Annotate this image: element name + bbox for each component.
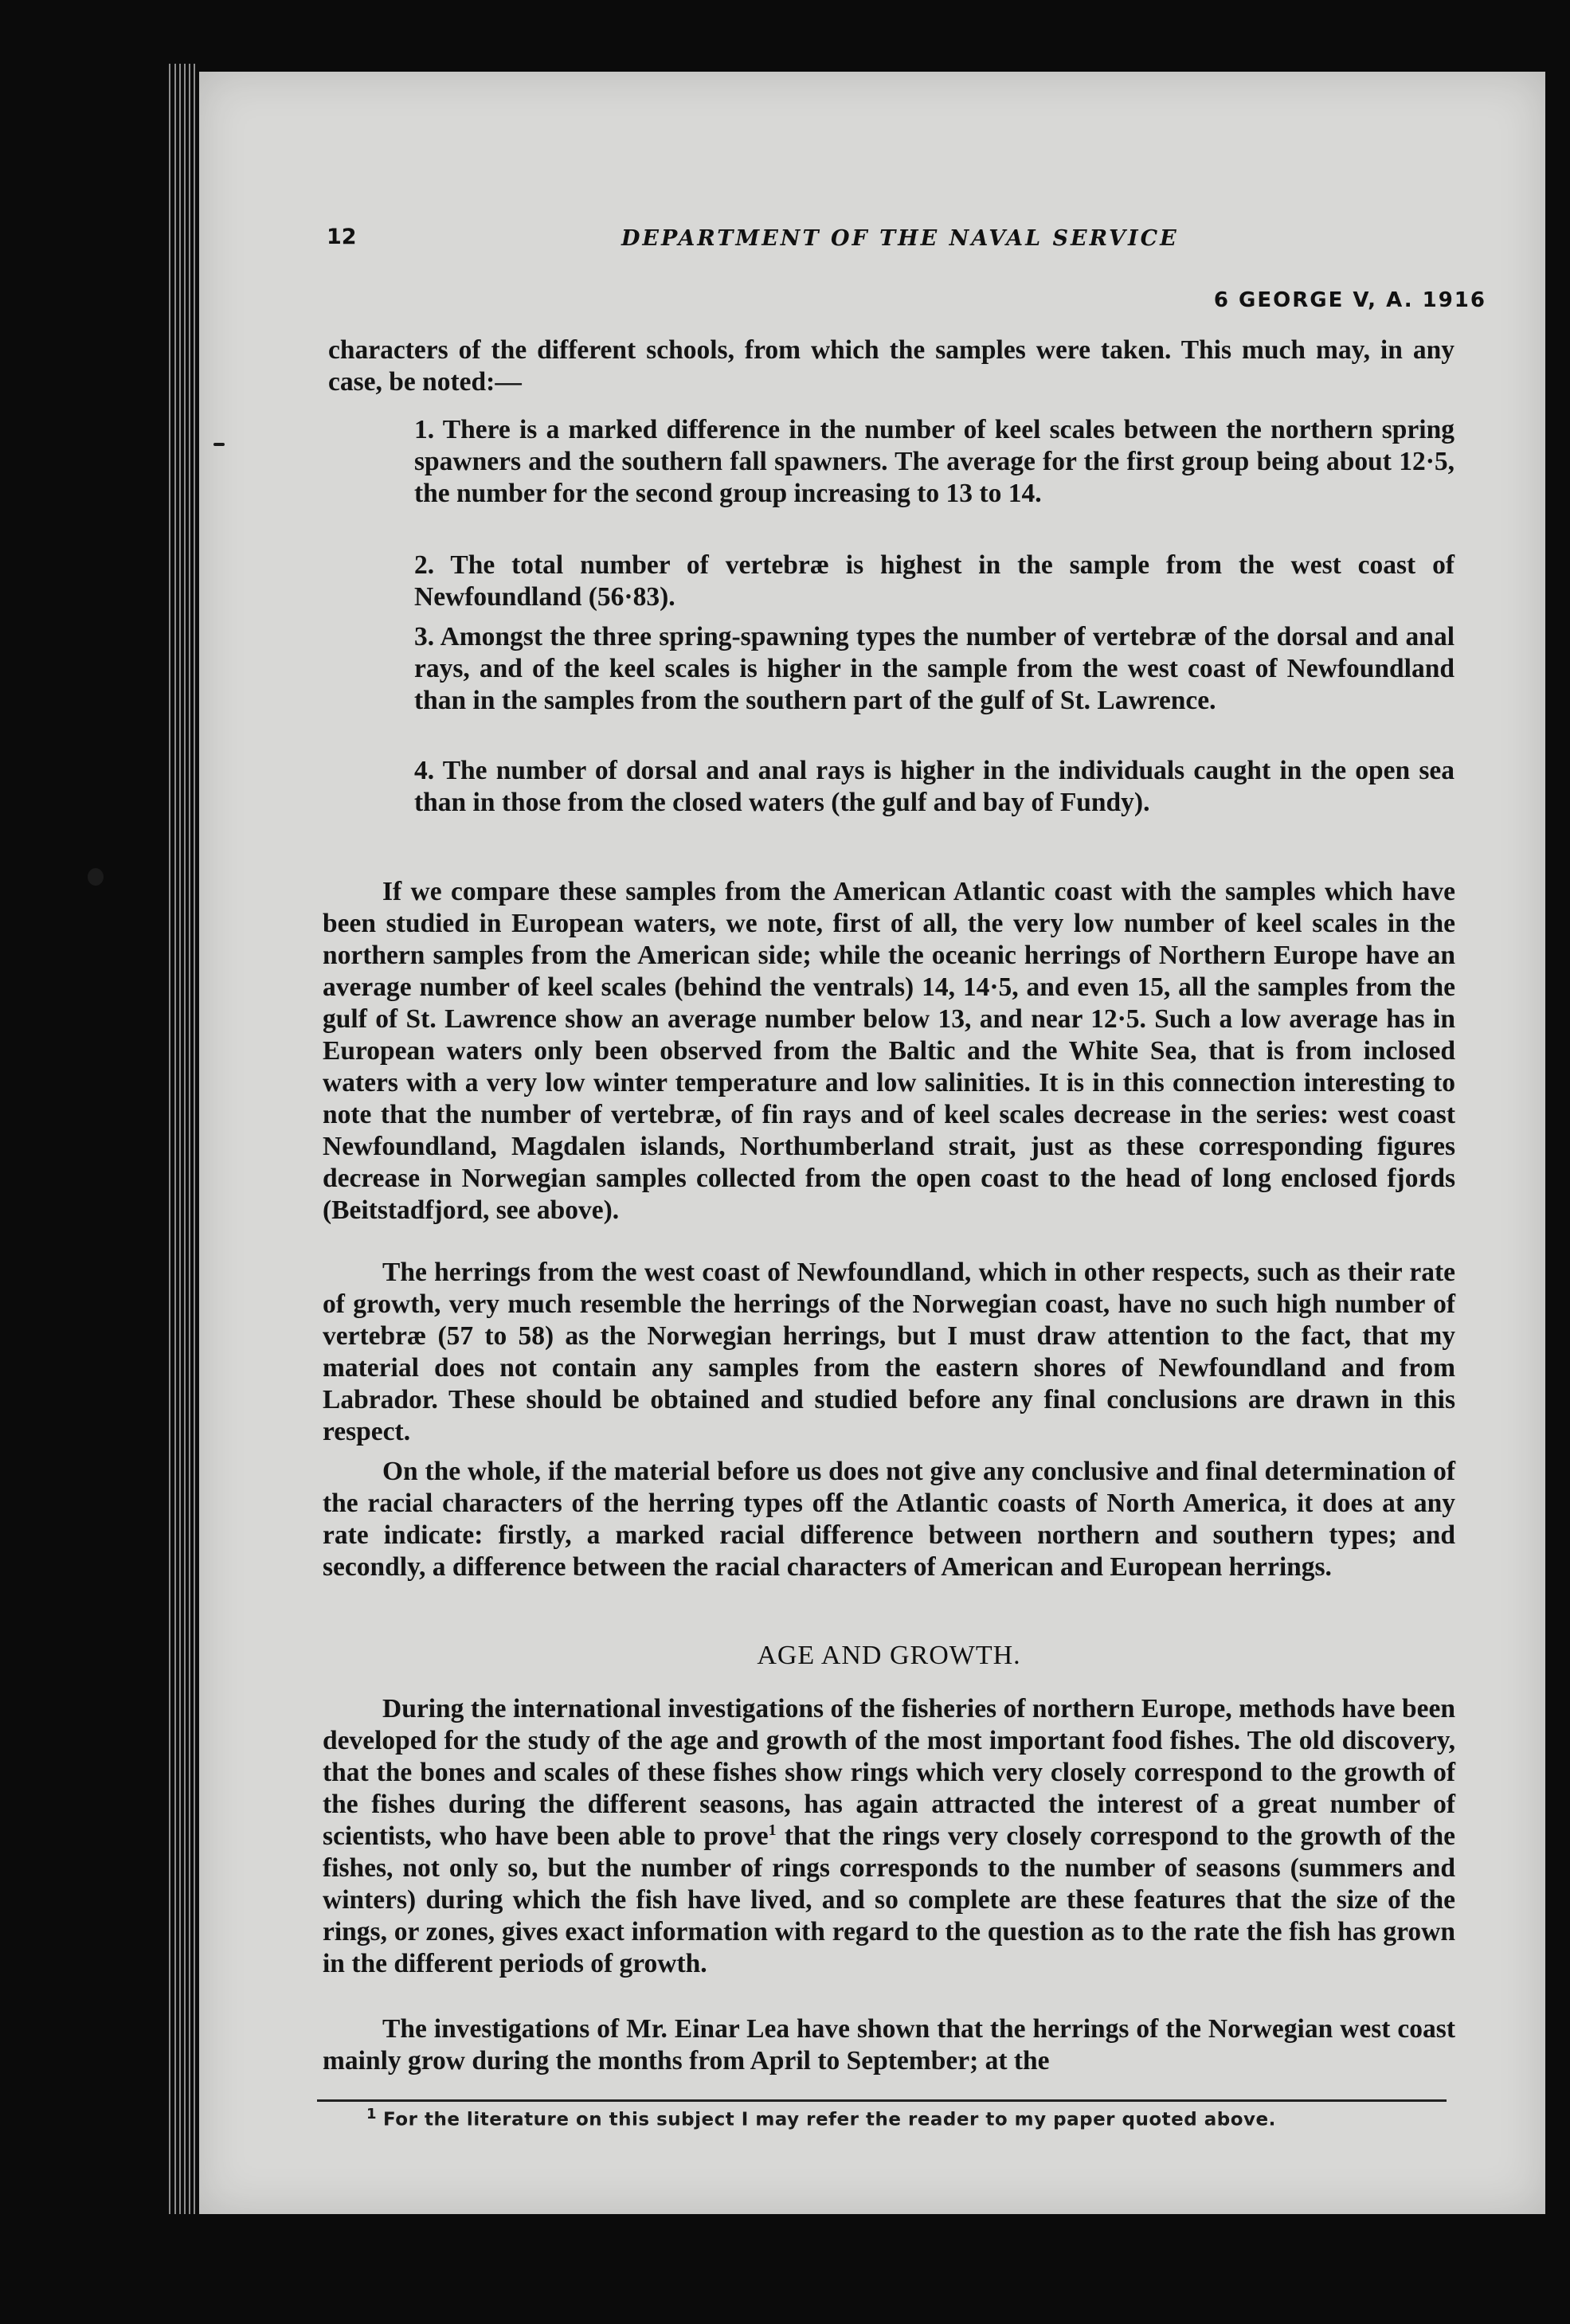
section-heading: AGE AND GROWTH.: [757, 1641, 1021, 1670]
paragraph: The investigations of Mr. Einar Lea have shown that the herrings of the Norwegian west coast mainly grow during the months from April to September; at the: [323, 2014, 1455, 2076]
paragraph: On the whole, if the material before us does not give any conclusive and final determination of the racial characters of the herring types off the Atlantic coasts of North America, it does at any rate indicate: firstly, a marked racial difference between northern and southern types; and secondly, a difference between the racial characters of American and European herrings.: [323, 1457, 1455, 1582]
list-item: 1. There is a marked difference in the number of keel scales between the northern spring spawners and the southern fall spawners. The average for the first group being about 12·5, the number for the second group increasing to 13 to 14.: [414, 415, 1455, 508]
list-item: 2. The total number of vertebræ is highest in the sample from the west coast of Newfoundland (56·83).: [414, 550, 1455, 612]
intro-paragraph: characters of the different schools, from which the samples were taken. This much may, in any case, be noted:—: [328, 335, 1455, 397]
paragraph: The herrings from the west coast of Newfoundland, which in other respects, such as their rate of growth, very much resemble the herrings of the Norwegian coast, have no such high number of vertebræ (57 to 58) as the Norwegian herrings, but I must draw attention to the fact, that my material does not contain any samples from the eastern shores of Newfoundland and from Labrador. These should be obtained and studied before any final conclusions are drawn in this respect.: [323, 1258, 1455, 1446]
footnote-rule: [317, 2099, 1447, 2102]
paragraph-text: that the rings very closely correspond to the growth of the fishes, not only so, but the number of rings corresponds to the number of seasons (summers and winters) during which the fish have lived, and so complete are these features that the size of the rings, or zones, gives exact information with regard to the question as to the rate the fish has grown in the different periods of growth.: [323, 1821, 1455, 1978]
list-item: 4. The number of dorsal and anal rays is higher in the individuals caught in the open sea than in those from the closed waters (the gulf and bay of Fundy).: [414, 756, 1455, 817]
footnote-reference: 1: [768, 1821, 777, 1839]
footnote-mark: 1: [366, 2106, 378, 2123]
running-title: DEPARTMENT OF THE NAVAL SERVICE: [621, 226, 1179, 251]
page-edge: [174, 64, 176, 2214]
session-line: 6 GEORGE V, A. 1916: [1213, 288, 1486, 312]
paragraph: [323, 1693, 1455, 1980]
page-edge: [194, 64, 195, 2214]
page-header: [327, 225, 1458, 256]
list-item: 3. Amongst the three spring-spawning types the number of vertebræ of the dorsal and anal rays, and of the keel scales is higher in the sample from the west coast of Newfoundland than in the samples from the southern part of the gulf of St. Lawrence.: [414, 622, 1455, 715]
ink-blot: [88, 868, 104, 886]
page-edge: [184, 64, 186, 2214]
footnote: [366, 2106, 1450, 2130]
page-edges: [169, 64, 201, 2214]
paragraph: If we compare these samples from the American Atlantic coast with the samples which have been studied in European waters, we note, first of all, the very low number of keel scales in the northern samples from the American side; while the oceanic herrings of Northern Europe have an average number of keel scales (behind the ventrals) 14, 14·5, and even 15, all the samples from the gulf of St. Lawrence show an average number below 13, and near 12·5. Such a low average has in European waters only been observed from the Baltic and the White Sea, that is from inclosed waters with a very low winter temperature and low salinities. It is in this connection interesting to note that the number of vertebræ, of fin rays and of keel scales decrease in the series: west coast Newfoundland, Magdalen islands, Northumberland strait, just as these corresponding figures decrease in Norwegian samples collected from the open coast to the head of long enclosed fjords (Beitstadfjord, see above).: [323, 877, 1455, 1225]
page-edge: [169, 64, 170, 2214]
page-edge: [179, 64, 181, 2214]
page-edge: [189, 64, 190, 2214]
footnote-text: For the literature on this subject I may refer the reader to my paper quoted above.: [383, 2109, 1276, 2130]
ink-blot: [213, 443, 225, 446]
paragraph-text: During the international investigations of the fisheries of northern Europe, methods have been developed for the study of the age and growth of the most important food fishes. The old discovery, that the bones and scales of these fishes show rings which very closely correspond to the growth of the fishes during the different seasons, has again attracted the interest of a great number of scientists, who have been able to prove: [323, 1694, 1455, 1851]
page-number: 12: [327, 225, 357, 249]
